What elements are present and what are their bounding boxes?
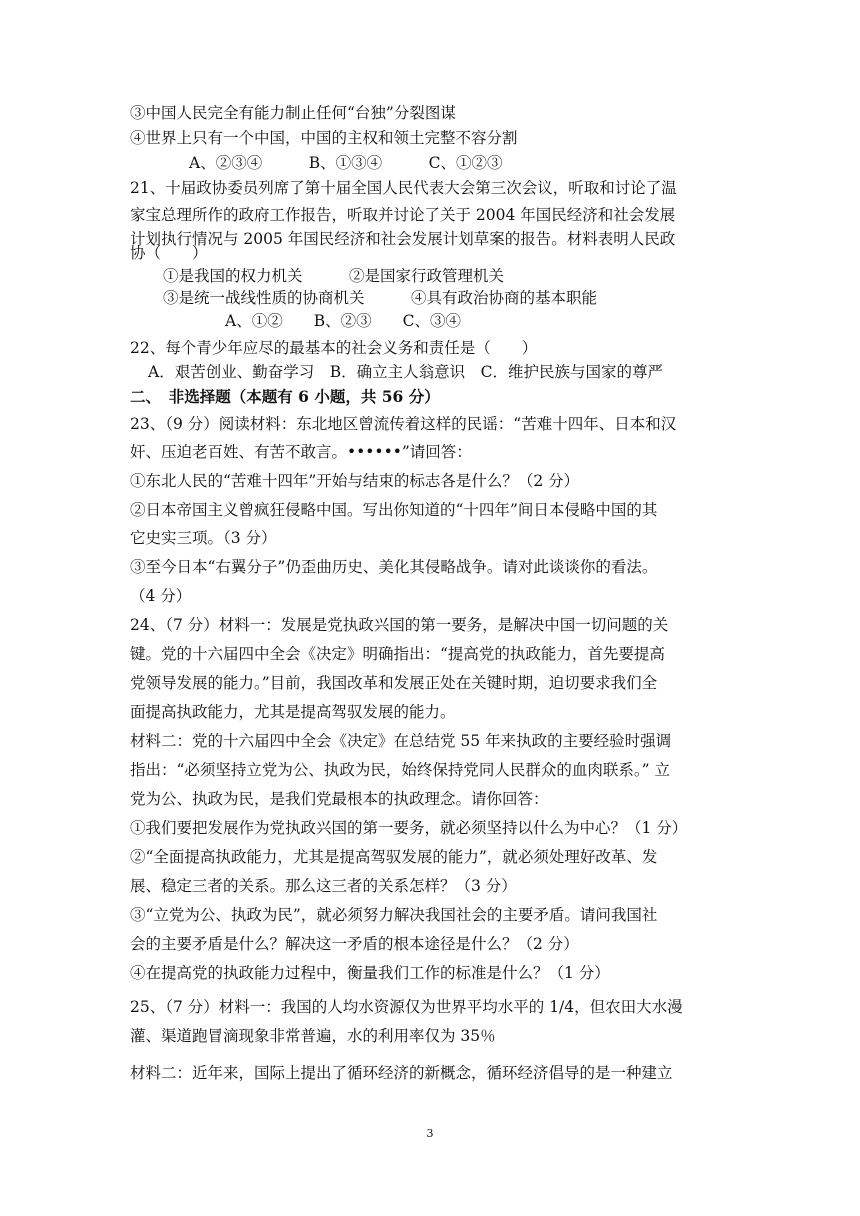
text-line: ②日本帝国主义曾疯狂侵略中国。写出你知道的“十四年”间日本侵略中国的其 [130, 501, 658, 519]
text-line: ④世界上只有一个中国，中国的主权和领土完整不容分割 [130, 129, 518, 147]
page-number: 3 [426, 1127, 434, 1140]
text-line: 灌、渠道跑冒滴现象非常普遍，水的利用率仅为 35％ [130, 1027, 496, 1045]
question-25: 25、（7 分）材料一：我国的人均水资源仅为世界平均水平的 1/4，但农田大水漫 [130, 998, 683, 1016]
text-line: ①东北人民的“苦难十四年”开始与结束的标志各是什么？（2 分） [130, 472, 580, 490]
question-23: 23、（9 分）阅读材料：东北地区曾流传着这样的民谣：“苦难十四年、日本和汉 [130, 415, 677, 433]
question-24: 24、（7 分）材料一：发展是党执政兴国的第一要务，是解决中国一切问题的关 [130, 616, 669, 634]
text-line: ①我们要把发展作为党执政兴国的第一要务，就必须坚持以什么为中心？（1 分） [130, 819, 688, 837]
text-line: 家宝总理所作的政府工作报告，听取并讨论了关于 2004 年国民经济和社会发展 [130, 206, 676, 224]
text-line: 计划执行情况与 2005 年国民经济和社会发展计划草案的报告。材料表明人民政 [130, 230, 676, 248]
text-line: 展、稳定三者的关系。那么这三者的关系怎样？（3 分） [130, 877, 517, 895]
text-line: 协（ ） [130, 244, 208, 262]
option-line: ①是我国的权力机关 ②是国家行政管理机关 [163, 267, 505, 285]
text-line: ③“立党为公、执政为民”，就必须努力解决我国社会的主要矛盾。请问我国社 [130, 906, 658, 924]
text-line: 会的主要矛盾是什么？解决这一矛盾的根本途径是什么？（2 分） [130, 935, 579, 953]
question-22: 22、每个青少年应尽的最基本的社会义务和责任是（ ） [130, 339, 538, 357]
text-line: ③中国人民完全有能力制止任何“台独”分裂图谋 [130, 104, 456, 122]
option-line: ③是统一战线性质的协商机关 ④具有政治协商的基本职能 [163, 289, 598, 307]
text-line: ④在提高党的执政能力过程中，衡量我们工作的标准是什么？（1 分） [130, 964, 610, 982]
question-21: 21、十届政协委员列席了第十届全国人民代表大会第三次会议，听取和讨论了温 [130, 179, 677, 197]
answer-options: A、②③④ B、①③④ C、①②③ [189, 154, 503, 172]
text-line: 键。党的十六届四中全会《决定》明确指出：“提高党的执政能力，首先要提高 [130, 645, 665, 663]
answer-options: A、①② B、②③ C、③④ [225, 312, 461, 330]
text-line: 材料二：党的十六届四中全会《决定》在总结党 55 年来执政的主要经验时强调 [130, 732, 672, 750]
section-heading: 二、 非选择题（本题有 6 小题，共 56 分） [130, 387, 440, 406]
text-line: 奸、压迫老百姓、有苦不敢言。••••••”请回答： [130, 443, 472, 461]
text-line: 指出：“必须坚持立党为公、执政为民，始终保持党同人民群众的血肉联系。” 立 [130, 761, 671, 779]
text-line: ②“全面提高执政能力，尤其是提高驾驭发展的能力”，就必须处理好改革、发 [130, 848, 658, 866]
text-line: 材料二：近年来，国际上提出了循环经济的新概念，循环经济倡导的是一种建立 [130, 1064, 673, 1082]
text-line: （4 分） [130, 587, 192, 605]
text-line: 面提高执政能力，尤其是提高驾驭发展的能力。 [130, 703, 456, 721]
answer-options: A．艰苦创业、勤奋学习 B．确立主人翁意识 C．维护民族与国家的尊严 [148, 363, 663, 381]
text-line: 党领导发展的能力。”目前，我国改革和发展正处在关键时期，迫切要求我们全 [130, 674, 658, 692]
text-line: ③至今日本“右翼分子”仍歪曲历史、美化其侵略战争。请对此谈谈你的看法。 [130, 558, 658, 576]
text-line: 它史实三项。（3 分） [130, 529, 277, 547]
text-line: 党为公、执政为民，是我们党最根本的执政理念。请你回答： [130, 790, 549, 808]
